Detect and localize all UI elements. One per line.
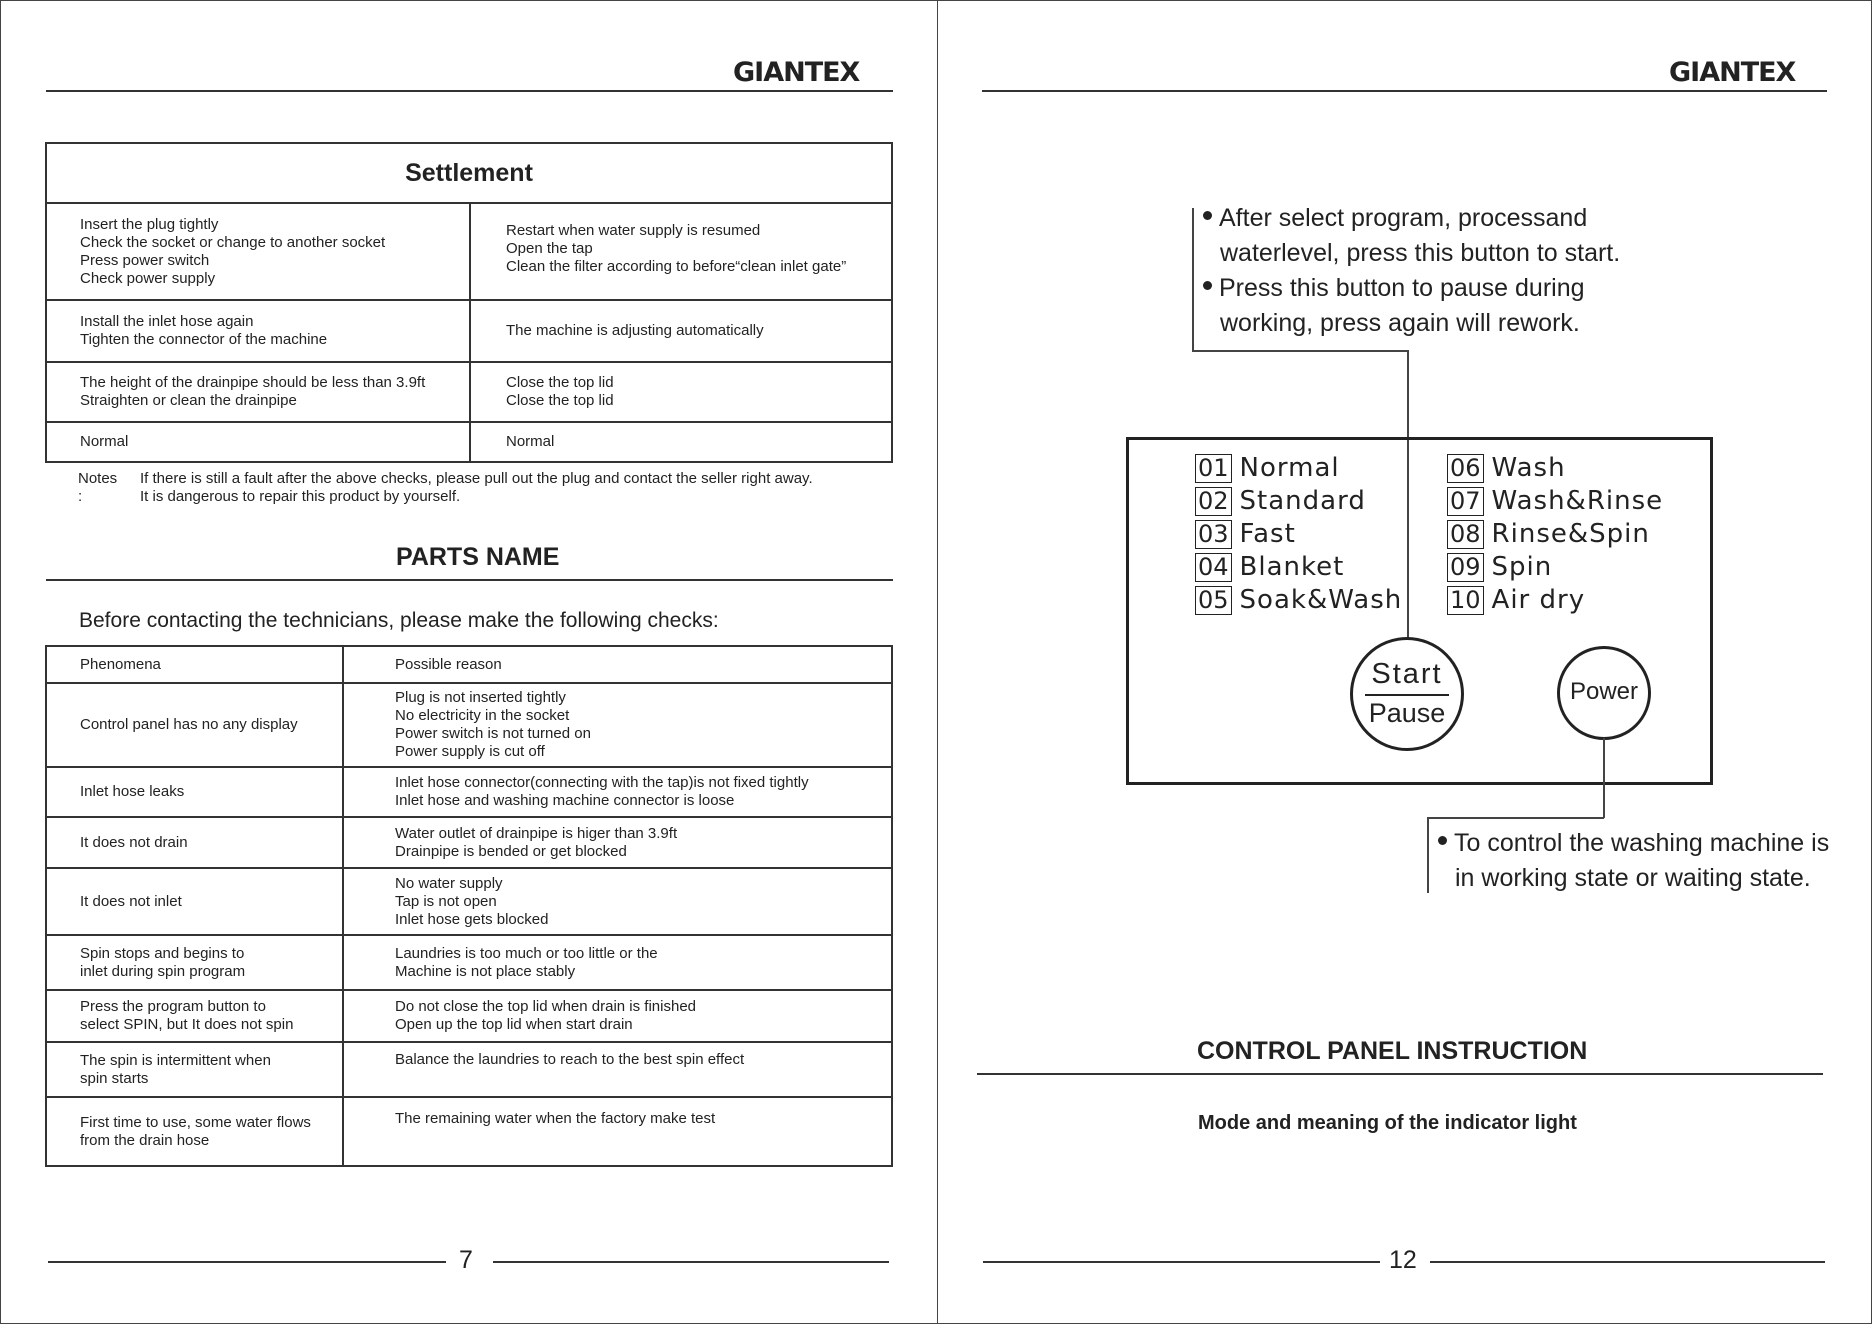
cell-line: Do not close the top lid when drain is finished [395, 998, 697, 1015]
parts-name-title: PARTS NAME [396, 543, 560, 571]
program-label: Air dry [1491, 585, 1586, 615]
annotation-line [1438, 826, 1829, 861]
program-number: 03 [1195, 520, 1232, 549]
table-row [46, 1042, 892, 1097]
cell-line: It does not inlet [80, 892, 182, 910]
power-button[interactable] [1557, 646, 1651, 740]
cell-line: Straighten or clean the drainpipe [80, 392, 297, 409]
reason-cell [343, 1042, 892, 1097]
reason-cell [343, 1097, 892, 1166]
annotation-text: in working state or waiting state. [1455, 864, 1811, 892]
column-header: Phenomena [46, 646, 343, 683]
reason-cell [343, 767, 892, 817]
annotation-line [1203, 306, 1620, 341]
cell-line: Inlet hose gets blocked [395, 910, 549, 928]
settlement-cell [46, 362, 470, 422]
program-02[interactable] [1195, 485, 1366, 518]
start-pause-divider [1365, 694, 1449, 696]
control-panel-rule [977, 1073, 1823, 1075]
reason-cell [343, 868, 892, 935]
cell-line: Press the program button to [80, 998, 266, 1015]
leader-line [1427, 817, 1604, 819]
settlement-cell [470, 362, 892, 422]
annotation-text: To control the washing machine is [1454, 829, 1830, 857]
cell-line: Press power switch [80, 251, 210, 269]
program-07[interactable] [1447, 485, 1663, 518]
program-10[interactable] [1447, 584, 1585, 617]
program-label: Wash&Rinse [1491, 486, 1664, 516]
cell-line: Control panel has no any display [80, 716, 298, 733]
leader-line [1192, 350, 1408, 352]
cell-line: The spin is intermittent when [80, 1051, 271, 1069]
program-number: 01 [1195, 454, 1232, 483]
cell-line: Normal [506, 433, 555, 450]
cell-line: It does not drain [80, 833, 188, 851]
header-rule-right [982, 90, 1827, 92]
phenomena-cell [46, 990, 343, 1042]
cell-line: No electricity in the socket [395, 707, 570, 724]
cell-line: Inlet hose leaks [80, 783, 185, 800]
footer-rule-left-a [48, 1261, 446, 1263]
phenomena-cell [46, 1097, 343, 1166]
program-label: Soak&Wash [1239, 585, 1403, 615]
table-row [46, 935, 892, 990]
checks-table [45, 645, 893, 1167]
bullet-icon [1438, 836, 1447, 845]
start-pause-annotation [1203, 201, 1620, 341]
annotation-line [1203, 201, 1620, 236]
leader-line [1603, 738, 1605, 818]
phenomena-cell [46, 935, 343, 990]
cell-line: The remaining water when the factory make test [395, 1110, 716, 1127]
cell-line: Open the tap [506, 240, 593, 257]
program-label: Spin [1491, 552, 1553, 582]
cell-line: Open up the top lid when start drain [395, 1016, 633, 1033]
cell-line: Clean the filter according to before“clean inlet gate” [506, 258, 847, 275]
program-03[interactable] [1195, 518, 1296, 551]
cell-line: spin starts [80, 1069, 149, 1087]
footer-rule-right-a [983, 1261, 1380, 1263]
reason-cell [343, 990, 892, 1042]
cell-line: No water supply [395, 874, 503, 892]
notes-line: It is dangerous to repair this product by yourself. [140, 488, 461, 505]
cell-line: Tap is not open [395, 892, 497, 910]
cell-line: Tighten the connector of the machine [80, 331, 328, 348]
program-label: Fast [1239, 519, 1296, 549]
table-row [46, 990, 892, 1042]
program-04[interactable] [1195, 551, 1344, 584]
program-08[interactable] [1447, 518, 1650, 551]
cell-line: The machine is adjusting automatically [506, 322, 764, 339]
header-rule-left [46, 90, 893, 92]
cell-line: Normal [80, 433, 129, 450]
annotation-text: After select program, processand [1219, 204, 1588, 232]
cell-line: Close the top lid [506, 392, 614, 409]
annotation-line [1438, 861, 1829, 896]
program-09[interactable] [1447, 551, 1552, 584]
cell-line: Plug is not inserted tightly [395, 689, 566, 706]
start-pause-button[interactable] [1350, 637, 1464, 751]
table-row [46, 683, 892, 767]
program-number: 04 [1195, 553, 1232, 582]
bullet-icon [1203, 211, 1212, 220]
program-05[interactable] [1195, 584, 1402, 617]
settlement-cell [470, 300, 892, 362]
cell-line: First time to use, some water flows [80, 1113, 311, 1131]
program-label: Rinse&Spin [1491, 519, 1650, 549]
program-number: 10 [1447, 586, 1484, 615]
leader-line [1192, 208, 1194, 351]
program-number: 06 [1447, 454, 1484, 483]
cell-line: from the drain hose [80, 1131, 210, 1149]
settlement-table [45, 142, 893, 463]
cell-line: Power switch is not turned on [395, 725, 591, 742]
settlement-heading: Settlement [46, 143, 892, 203]
annotation-line [1203, 236, 1620, 271]
program-number: 02 [1195, 487, 1232, 516]
cell-line: Water outlet of drainpipe is higer than 3.9ft [395, 824, 678, 842]
cell-line: select SPIN, but It does not spin [80, 1016, 294, 1033]
table-row [46, 1097, 892, 1166]
parts-rule [46, 579, 893, 581]
cell-line: Laundries is too much or too little or the [395, 944, 658, 962]
program-number: 08 [1447, 520, 1484, 549]
phenomena-cell [46, 868, 343, 935]
notes-label: Notes : [78, 470, 118, 505]
power-label: Power [1569, 678, 1639, 705]
notes-text [140, 470, 813, 506]
settlement-cell [46, 300, 470, 362]
cell-line: Close the top lid [506, 374, 614, 391]
brand-logo-left: GIANTEX [733, 57, 860, 88]
cell-line: Check the socket or change to another socket [80, 233, 386, 251]
phenomena-cell [46, 767, 343, 817]
page-divider [937, 0, 938, 1324]
program-01[interactable] [1195, 452, 1340, 485]
cell-line: Drainpipe is bended or get blocked [395, 842, 627, 860]
annotation-text: waterlevel, press this button to start. [1220, 239, 1621, 267]
footer-rule-right-b [1430, 1261, 1825, 1263]
program-label: Normal [1239, 453, 1340, 483]
program-label: Wash [1491, 453, 1566, 483]
reason-cell [343, 935, 892, 990]
settlement-cell [470, 422, 892, 462]
cell-line: Machine is not place stably [395, 962, 576, 980]
bullet-icon [1203, 281, 1212, 290]
phenomena-cell [46, 683, 343, 767]
pause-label: Pause [1368, 698, 1446, 728]
cell-line: The height of the drainpipe should be less than 3.9ft [80, 374, 426, 391]
control-panel-title: CONTROL PANEL INSTRUCTION [1197, 1037, 1588, 1065]
cell-line: Power supply is cut off [395, 743, 545, 760]
notes-line: If there is still a fault after the above checks, please pull out the plug and contact the seller right away. [140, 470, 813, 487]
table-row [46, 767, 892, 817]
brand-logo-right: GIANTEX [1669, 57, 1796, 88]
annotation-text: working, press again will rework. [1220, 309, 1580, 337]
footer-rule-left-b [493, 1261, 889, 1263]
cell-line: Spin stops and begins to [80, 944, 245, 962]
settlement-cell [46, 203, 470, 300]
table-row [46, 300, 892, 362]
phenomena-cell [46, 817, 343, 868]
reason-cell [343, 683, 892, 767]
program-number: 07 [1447, 487, 1484, 516]
program-06[interactable] [1447, 452, 1566, 485]
page-number-right: 12 [1389, 1246, 1417, 1274]
page-number-left: 7 [459, 1246, 473, 1274]
start-label: Start [1371, 658, 1443, 690]
settlement-cell [470, 203, 892, 300]
power-annotation [1438, 826, 1829, 896]
program-number: 05 [1195, 586, 1232, 615]
cell-line: Inlet hose connector(connecting with the tap)is not fixed tightly [395, 774, 809, 791]
annotation-text: Press this button to pause during [1219, 274, 1585, 302]
indicator-subtitle: Mode and meaning of the indicator light [1198, 1112, 1577, 1134]
table-row [46, 362, 892, 422]
program-number: 09 [1447, 553, 1484, 582]
program-label: Blanket [1239, 552, 1345, 582]
table-row [46, 203, 892, 300]
phenomena-cell [46, 1042, 343, 1097]
program-label: Standard [1239, 486, 1366, 516]
table-row [46, 422, 892, 462]
table-row [46, 817, 892, 868]
annotation-line [1203, 271, 1620, 306]
cell-line: inlet during spin program [80, 962, 246, 980]
cell-line: Balance the laundries to reach to the best spin effect [395, 1051, 745, 1068]
intro-text: Before contacting the technicians, please make the following checks: [79, 609, 719, 632]
cell-line: Inlet hose and washing machine connector is loose [395, 792, 735, 809]
cell-line: Install the inlet hose again [80, 313, 254, 330]
cell-line: Check power supply [80, 269, 216, 287]
cell-line: Restart when water supply is resumed [506, 222, 761, 239]
table-row [46, 868, 892, 935]
reason-cell [343, 817, 892, 868]
table-header-row [46, 646, 892, 683]
settlement-cell [46, 422, 470, 462]
cell-line: Insert the plug tightly [80, 215, 219, 233]
leader-line [1427, 817, 1429, 893]
column-header: Possible reason [343, 646, 892, 683]
